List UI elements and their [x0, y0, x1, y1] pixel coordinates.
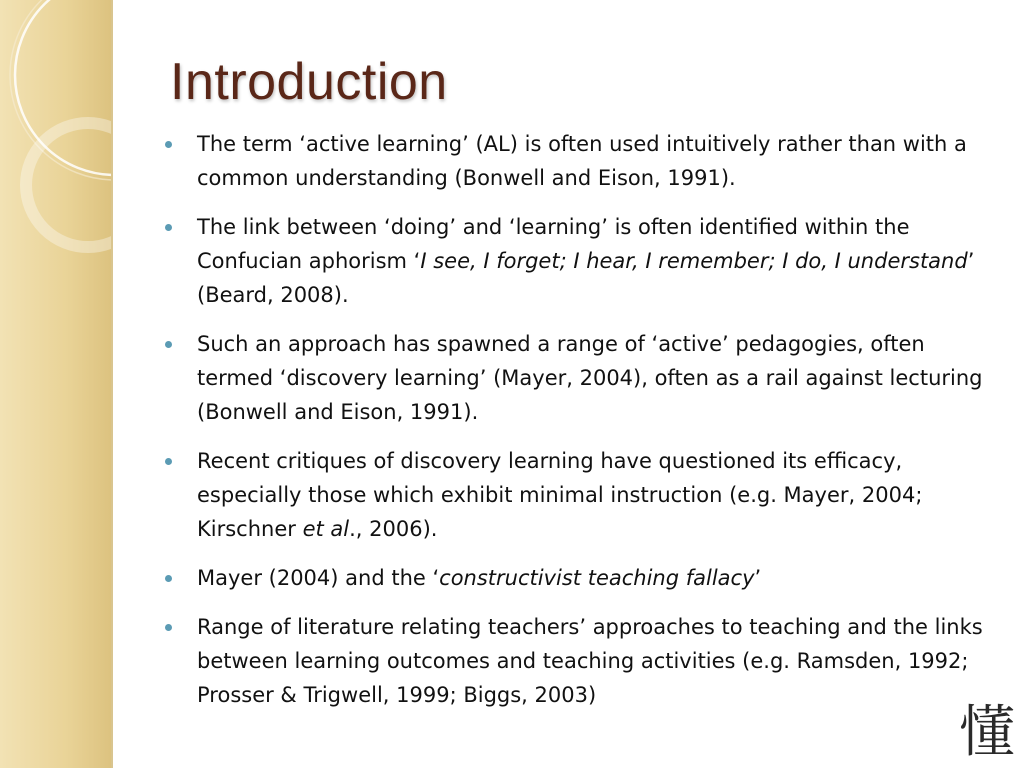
bullet-item	[165, 327, 985, 429]
sidebar-divider	[111, 0, 113, 768]
text-run: The term ‘active learning’ (AL) is often used intuitively rather than with a common understanding (Bonwell and Eison, 1991).	[197, 132, 967, 190]
bullet-dot-icon	[165, 224, 172, 231]
text-run: Such an approach has spawned a range of ‘active’ pedagogies, often termed ‘discovery learning’ (Mayer, 2004), often as a rail against lecturing (Bonwell and Eison, 1991).	[197, 332, 983, 424]
text-run: The link between ‘doing’ and ‘learning’ is often identified within the Confucian aphorism ‘	[197, 215, 910, 273]
decorative-sidebar	[0, 0, 112, 768]
bullet-item	[165, 444, 985, 546]
text-run: Recent critiques of discovery learning have questioned its efficacy, especially those which exhibit minimal instruction (e.g. Mayer, 2004; Kirschner	[197, 449, 923, 541]
text-run: ’	[754, 566, 762, 590]
bullet-dot-icon	[165, 575, 172, 582]
bullet-dot-icon	[165, 141, 172, 148]
bullet-text	[197, 566, 761, 590]
bullet-item	[165, 561, 985, 595]
decorative-circles	[0, 0, 112, 768]
bullet-item	[165, 210, 985, 312]
calligraphy-character-icon: 懂	[959, 700, 1015, 765]
text-run: Mayer (2004) and the ‘	[197, 566, 440, 590]
italic-text: I see, I forget; I hear, I remember; I do, I understand	[420, 249, 968, 273]
slide-title: Introduction	[170, 53, 448, 111]
text-run: Range of literature relating teachers’ approaches to teaching and the links between learning outcomes and teaching activities (e.g. Ramsden, 1992; Prosser & Trigwell, 1999; Biggs, 2003)	[197, 615, 983, 707]
bullet-text	[197, 332, 982, 424]
bullet-dot-icon	[165, 624, 172, 631]
italic-text: et al	[302, 517, 350, 541]
bullet-text	[197, 215, 974, 307]
bullet-text	[197, 132, 967, 190]
bullet-list	[165, 127, 985, 727]
bullet-dot-icon	[165, 458, 172, 465]
bullet-item	[165, 127, 985, 195]
text-run: ’ (Beard, 2008).	[197, 249, 975, 307]
bullet-item	[165, 610, 985, 712]
italic-text: constructivist teaching fallacy	[439, 566, 755, 590]
bullet-dot-icon	[165, 341, 172, 348]
bullet-text	[197, 615, 983, 707]
text-run: ., 2006).	[349, 517, 438, 541]
bullet-text	[197, 449, 922, 541]
